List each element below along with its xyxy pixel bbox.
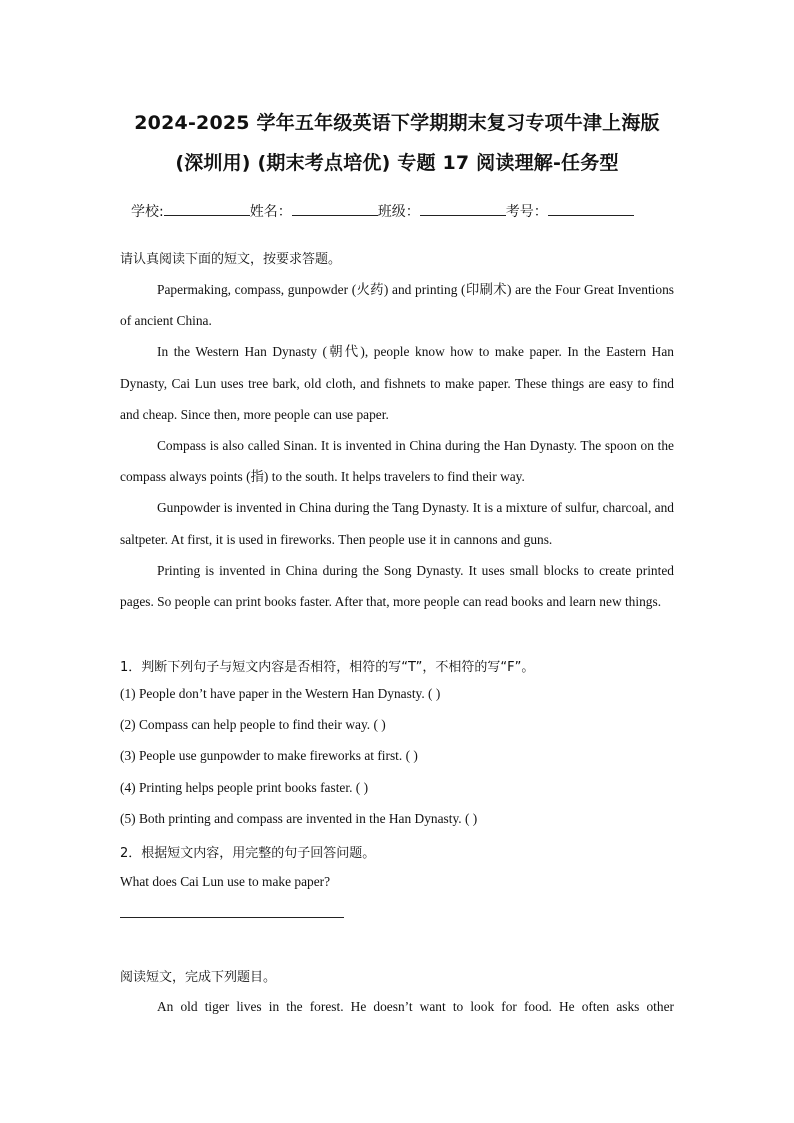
passage-paragraph: An old tiger lives in the forest. He doesn’t want to look for food. He often asks other — [157, 999, 674, 1014]
school-label: 学校: — [131, 204, 164, 220]
passage-paragraph: Compass is also called Sinan. It is invented in China during the Han Dynasty. The spoon on the compass always points (指) to the south. It helps travelers to find their way. — [120, 438, 674, 485]
passage-2 — [120, 991, 674, 1022]
class-label: 班级： — [377, 204, 420, 220]
question-1-item: (5) Both printing and compass are invented in the Han Dynasty. ( ) — [120, 811, 478, 826]
name-blank[interactable] — [292, 201, 378, 216]
question-1-item: (3) People use gunpowder to make fireworks at first. ( ) — [120, 748, 418, 763]
exam-number-label: 考号： — [505, 204, 548, 220]
question-1-item: (2) Compass can help people to find their way. ( ) — [120, 717, 386, 732]
passage-paragraph: Papermaking, compass, gunpowder (火药) and printing (印刷术) are the Four Great Inventions of ancient China. — [120, 282, 674, 329]
section2-instruction: 阅读短文，完成下列题目。 — [120, 970, 277, 985]
passage-paragraph: In the Western Han Dynasty (朝代), people know how to make paper. In the Eastern Han Dynasty, Cai Lun uses tree bark, old cloth, and fishnets to make paper. These things are easy to find and cheap. Since then, more people can use paper. — [120, 344, 674, 422]
passage-1 — [120, 274, 674, 617]
question-1-item: (1) People don’t have paper in the Western Han Dynasty. ( ) — [120, 686, 441, 701]
name-label: 姓名： — [249, 204, 292, 220]
section1-instruction: 请认真阅读下面的短文，按要求答题。 — [120, 252, 342, 267]
question-1-item: (4) Printing helps people print books faster. ( ) — [120, 780, 369, 795]
answer-line[interactable] — [120, 917, 344, 918]
document-title-line-2: (深圳用) (期末考点培优) 专题 17 阅读理解-任务型 — [175, 152, 619, 174]
question-1-title: 1．判断下列句子与短文内容是否相符，相符的写“T”，不相符的写“F”。 — [120, 660, 535, 675]
passage-paragraph: Gunpowder is invented in China during the Tang Dynasty. It is a mixture of sulfur, charcoal, and saltpeter. At first, it is used in fireworks. Then people use it in cannons and guns. — [120, 500, 674, 547]
passage-paragraph: Printing is invented in China during the Song Dynasty. It uses small blocks to create printed pages. So people can print books faster. After that, more people can read books and learn new things. — [120, 562, 674, 610]
question-2-text: What does Cai Lun use to make paper? — [120, 874, 331, 889]
document-title-line-1: 2024-2025 学年五年级英语下学期期末复习专项牛津上海版 — [134, 112, 660, 134]
class-blank[interactable] — [420, 201, 506, 216]
exam-number-blank[interactable] — [548, 201, 634, 216]
school-blank[interactable] — [164, 201, 250, 216]
student-info-row — [131, 201, 634, 221]
question-2-title: 2．根据短文内容，用完整的句子回答问题。 — [120, 846, 376, 861]
